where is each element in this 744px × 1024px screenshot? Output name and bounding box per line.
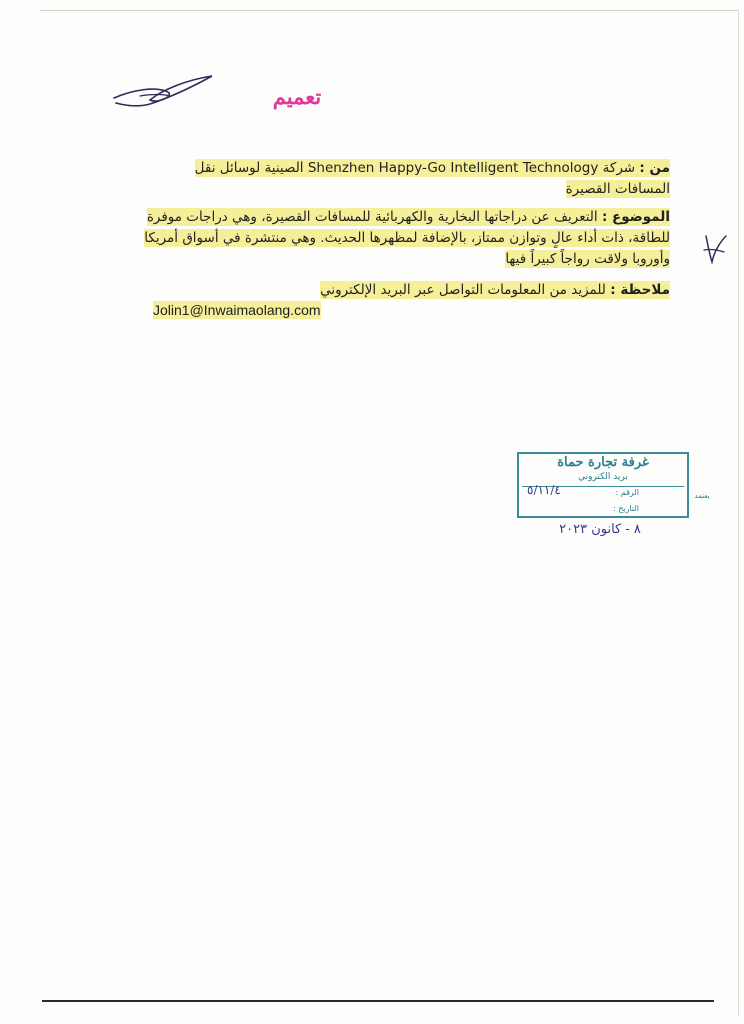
stamp-number-row <box>527 483 639 500</box>
stamp-number-value: ٥/١١/٤ <box>527 483 561 497</box>
page-right-edge <box>738 10 739 1016</box>
subject-paragraph <box>140 207 670 270</box>
signature-icon <box>110 70 215 110</box>
receipt-stamp <box>517 452 710 518</box>
check-mark-icon <box>700 230 728 264</box>
from-text: شركة Shenzhen Happy-Go Intelligent Technology الصينية لوسائل نقل المسافات القصيرة <box>194 160 670 197</box>
subject-text: التعريف عن دراجاتها البخارية والكهربائية للمسافات القصيرة، وهي دراجات موفرة للطاقة، ذات أداء عالٍ وتوازن ممتاز، بالإضافة لمظهرها الحديث. وهي منتشرة في أسواق أمريكا وأوروبا ولاقت رواجاً كبيراً فيها <box>144 209 670 267</box>
stamp-side-note: يعتمد <box>694 492 710 500</box>
note-label: ملاحظة : <box>610 282 670 298</box>
stamp-subtitle: بريد الكتروني <box>578 472 628 482</box>
stamp-date-label: التاريخ : <box>612 504 639 513</box>
stamp-number-label: الرقم : <box>615 488 639 497</box>
page-bottom-edge <box>42 1000 714 1002</box>
from-label: من : <box>639 160 670 176</box>
note-paragraph <box>140 280 670 301</box>
subject-label: الموضوع : <box>601 209 670 225</box>
email-address[interactable]: Jolin1@Inwaimaolang.com <box>153 302 321 318</box>
email-line <box>153 302 393 318</box>
note-text: للمزيد من المعلومات التواصل عبر البريد الإلكتروني <box>320 282 606 298</box>
stamp-date-row <box>527 504 639 516</box>
stamp-title: غرفة تجارة حماة <box>557 455 649 470</box>
from-paragraph <box>140 158 670 200</box>
handwritten-date: ٨ - كانون ٢٠٢٣ <box>559 522 641 537</box>
circulate-stamp: تعميم <box>272 84 322 109</box>
page-top-edge <box>40 10 738 11</box>
